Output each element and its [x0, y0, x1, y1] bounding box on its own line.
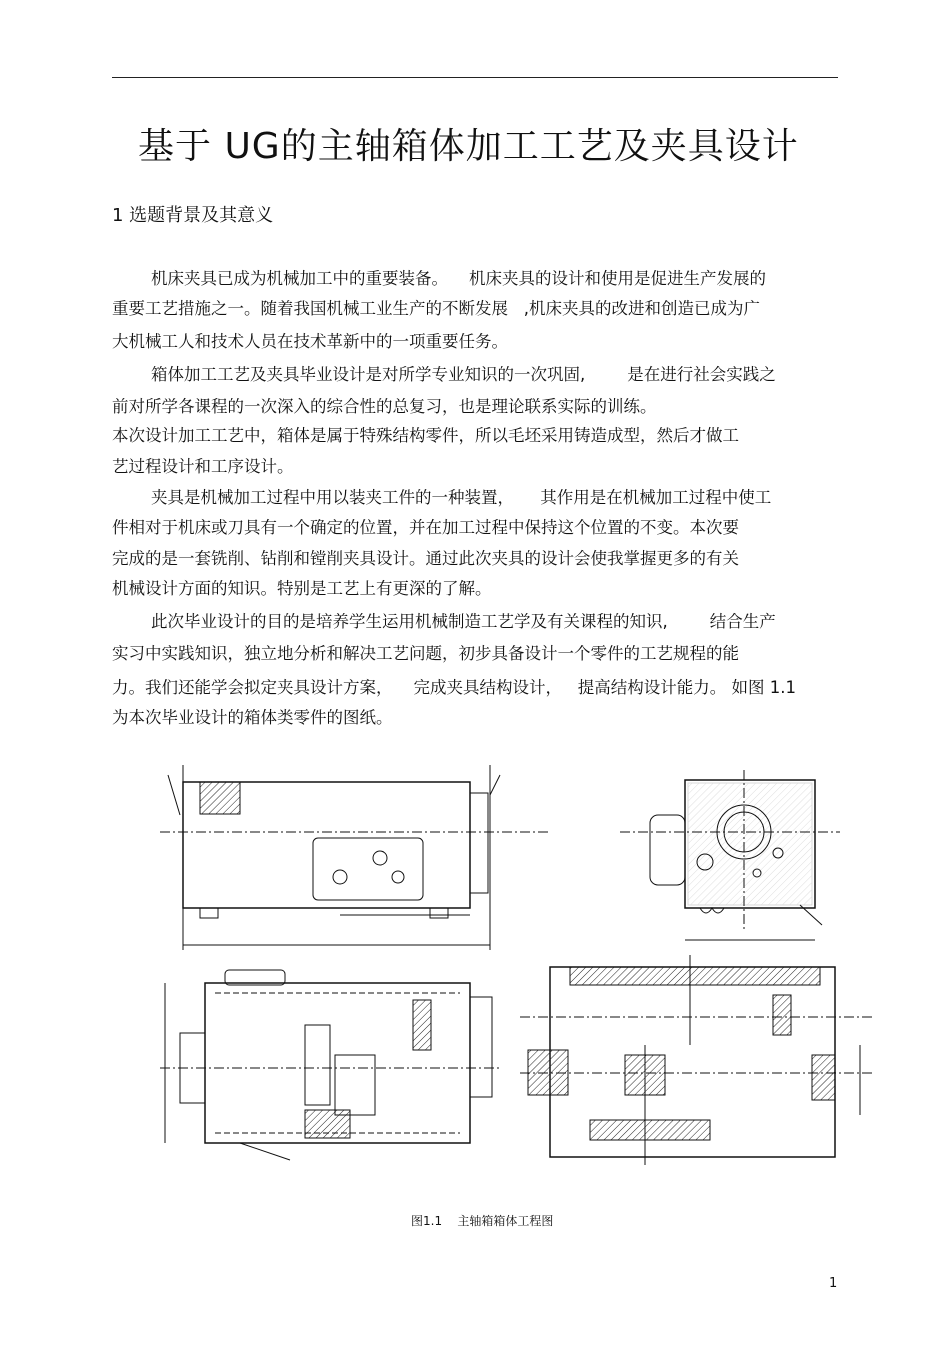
paragraph-line: 完成的是一套铣削、钻削和镗削夹具设计。通过此次夹具的设计会使我掌握更多的有关 [112, 549, 739, 568]
paragraph-line: 机床夹具已成为机械加工中的重要装备。 机床夹具的设计和使用是促进生产发展的 [151, 269, 766, 288]
header-rule [112, 77, 838, 78]
paragraph-line: 大机械工人和技术人员在技术革新中的一项重要任务。 [112, 332, 508, 351]
front-view [160, 765, 550, 950]
paragraph-line: 前对所学各课程的一次深入的综合性的总复习，也是理论联系实际的训练。 [112, 397, 657, 416]
paragraph-line: 机械设计方面的知识。特别是工艺上有更深的了解。 [112, 579, 492, 598]
section-heading: 1 选题背景及其意义 [112, 205, 274, 226]
figure-caption: 图1.1 主轴箱箱体工程图 [411, 1214, 554, 1228]
plan-view [160, 970, 500, 1160]
paragraph-line: 夹具是机械加工过程中用以装夹工件的一种装置， 其作用是在机械加工过程中使工 [151, 488, 772, 507]
paragraph-line: 件相对于机床或刀具有一个确定的位置，并在加工过程中保持这个位置的不变。本次要 [112, 518, 739, 537]
paragraph-line: 实习中实践知识，独立地分析和解决工艺问题，初步具备设计一个零件的工艺规程的能 [112, 644, 739, 663]
side-view [620, 770, 840, 940]
paragraph-line: 此次毕业设计的目的是培养学生运用机械制造工艺学及有关课程的知识, 结合生产 [151, 612, 776, 631]
paragraph-line: 本次设计加工工艺中，箱体是属于特殊结构零件，所以毛坯采用铸造成型，然后才做工 [112, 426, 739, 445]
paragraph-line: 重要工艺措施之一。随着我国机械工业生产的不断发展 ,机床夹具的改进和创造已成为广 [112, 299, 760, 318]
document-title: 基于 UG的主轴箱体加工工艺及夹具设计 [138, 126, 799, 167]
paragraph-line: 力。我们还能学会拟定夹具设计方案， 完成夹具结构设计， 提高结构设计能力。 如图 1.1 [112, 678, 796, 697]
engineering-drawing [140, 755, 880, 1170]
section-view [520, 955, 875, 1165]
paragraph-line: 箱体加工工艺及夹具毕业设计是对所学专业知识的一次巩固, 是在进行社会实践之 [151, 365, 776, 384]
paragraph-line: 为本次毕业设计的箱体类零件的图纸。 [112, 708, 393, 727]
page-number: 1 [829, 1276, 838, 1291]
paragraph-line: 艺过程设计和工序设计。 [112, 457, 294, 476]
